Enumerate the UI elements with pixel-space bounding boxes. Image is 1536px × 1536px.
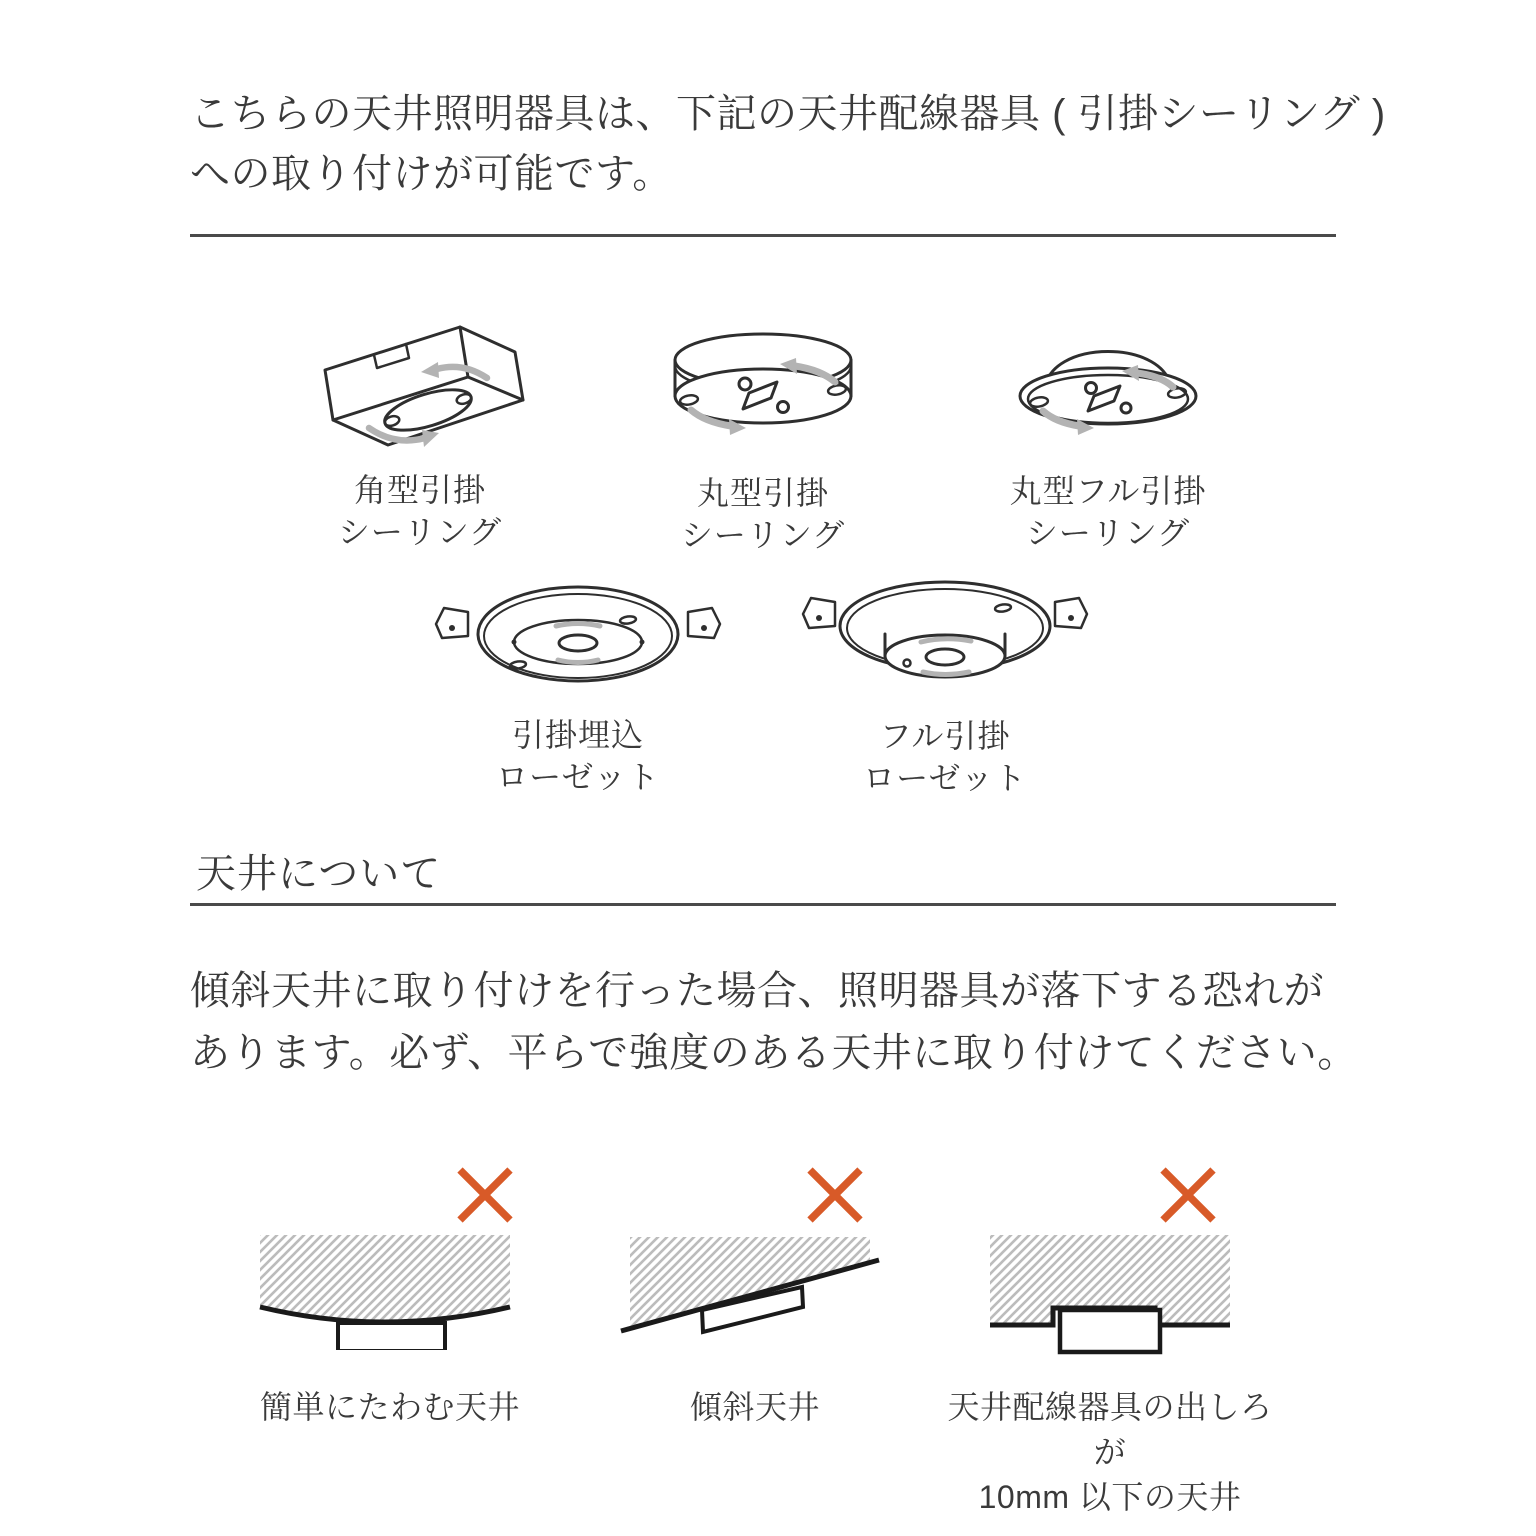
fixture-round-hook-ceiling	[643, 320, 883, 556]
prohibited-label-line1: 天井配線器具の出しろが	[947, 1389, 1273, 1470]
prohibited-label	[945, 1385, 1275, 1520]
drum	[885, 635, 1005, 677]
x-mark-icon	[1158, 1165, 1218, 1225]
hook-embedded-rosette-illustration	[428, 572, 728, 712]
intro-line-1: こちらの天井照明器具は、下記の天井配線器具 ( 引掛シーリング )	[190, 92, 1386, 136]
mounting-ear	[1055, 598, 1087, 628]
intro-line-2: への取り付けが可能です。	[190, 152, 673, 196]
prohibited-label	[615, 1385, 895, 1430]
prohibited-label-line1: 傾斜天井	[689, 1389, 820, 1425]
ceiling-connector	[1060, 1310, 1160, 1352]
fixture-square-hook-ceiling	[305, 322, 535, 553]
fixture-label-line2: シーリング	[680, 517, 846, 553]
top-divider	[190, 234, 1336, 237]
ceiling-connector	[338, 1323, 445, 1350]
fixture-caption	[643, 472, 883, 556]
prohibited-label	[250, 1385, 530, 1430]
fixture-caption	[983, 470, 1233, 554]
warning-line-1: 傾斜天井に取り付けを行った場合、照明器具が落下する恐れが	[190, 969, 1324, 1013]
prohibited-sloped-ceiling	[615, 1163, 895, 1483]
ceiling-warning-text	[190, 960, 1358, 1084]
prohibited-label-line2: 10mm 以下の天井	[978, 1479, 1242, 1515]
warning-line-2: あります。必ず、平らで強度のある天井に取り付けてください。	[190, 1031, 1358, 1075]
ceiling-section-heading: 天井について	[196, 852, 442, 896]
round-full-hook-ceiling-illustration	[983, 318, 1233, 468]
fixture-hook-embedded-rosette	[428, 572, 728, 798]
x-mark-icon	[805, 1165, 865, 1225]
intro-text	[190, 84, 1386, 204]
fixture-caption	[305, 469, 535, 553]
ceiling-section-divider	[190, 903, 1336, 906]
full-hook-rosette-illustration	[795, 568, 1095, 713]
prohibited-label-line1: 簡単にたわむ天井	[259, 1389, 520, 1425]
x-mark-icon	[455, 1165, 515, 1225]
mounting-ear	[688, 608, 720, 638]
fixture-label-line1: 丸型引掛	[696, 475, 829, 511]
fixture-label-line1: 角型引掛	[353, 472, 486, 508]
fixture-label-line1: 引掛埋込	[511, 717, 644, 753]
fixture-label-line1: フル引掛	[879, 718, 1011, 754]
fixture-caption	[428, 714, 728, 798]
mounting-ear	[803, 598, 835, 628]
fixture-label-line2: シーリング	[337, 514, 503, 550]
fixture-label-line2: シーリング	[1025, 515, 1191, 551]
fixture-caption	[795, 715, 1095, 799]
fixture-full-hook-rosette	[795, 568, 1095, 799]
mounting-ear	[436, 608, 468, 638]
bending-ceiling-diagram	[250, 1235, 520, 1350]
square-hook-ceiling-illustration	[305, 322, 535, 467]
prohibited-bending-ceiling	[250, 1163, 530, 1483]
fixture-label-line2: ローゼット	[496, 759, 660, 795]
sloped-ceiling-diagram	[615, 1235, 885, 1350]
recessed-connector-diagram	[975, 1235, 1245, 1360]
prohibited-recessed-connector-ceiling	[945, 1163, 1275, 1515]
fixture-round-full-hook-ceiling	[983, 318, 1233, 554]
fixture-label-line2: ローゼット	[863, 760, 1027, 796]
fixture-label-line1: 丸型フル引掛	[1009, 473, 1207, 509]
round-hook-ceiling-illustration	[643, 320, 883, 470]
